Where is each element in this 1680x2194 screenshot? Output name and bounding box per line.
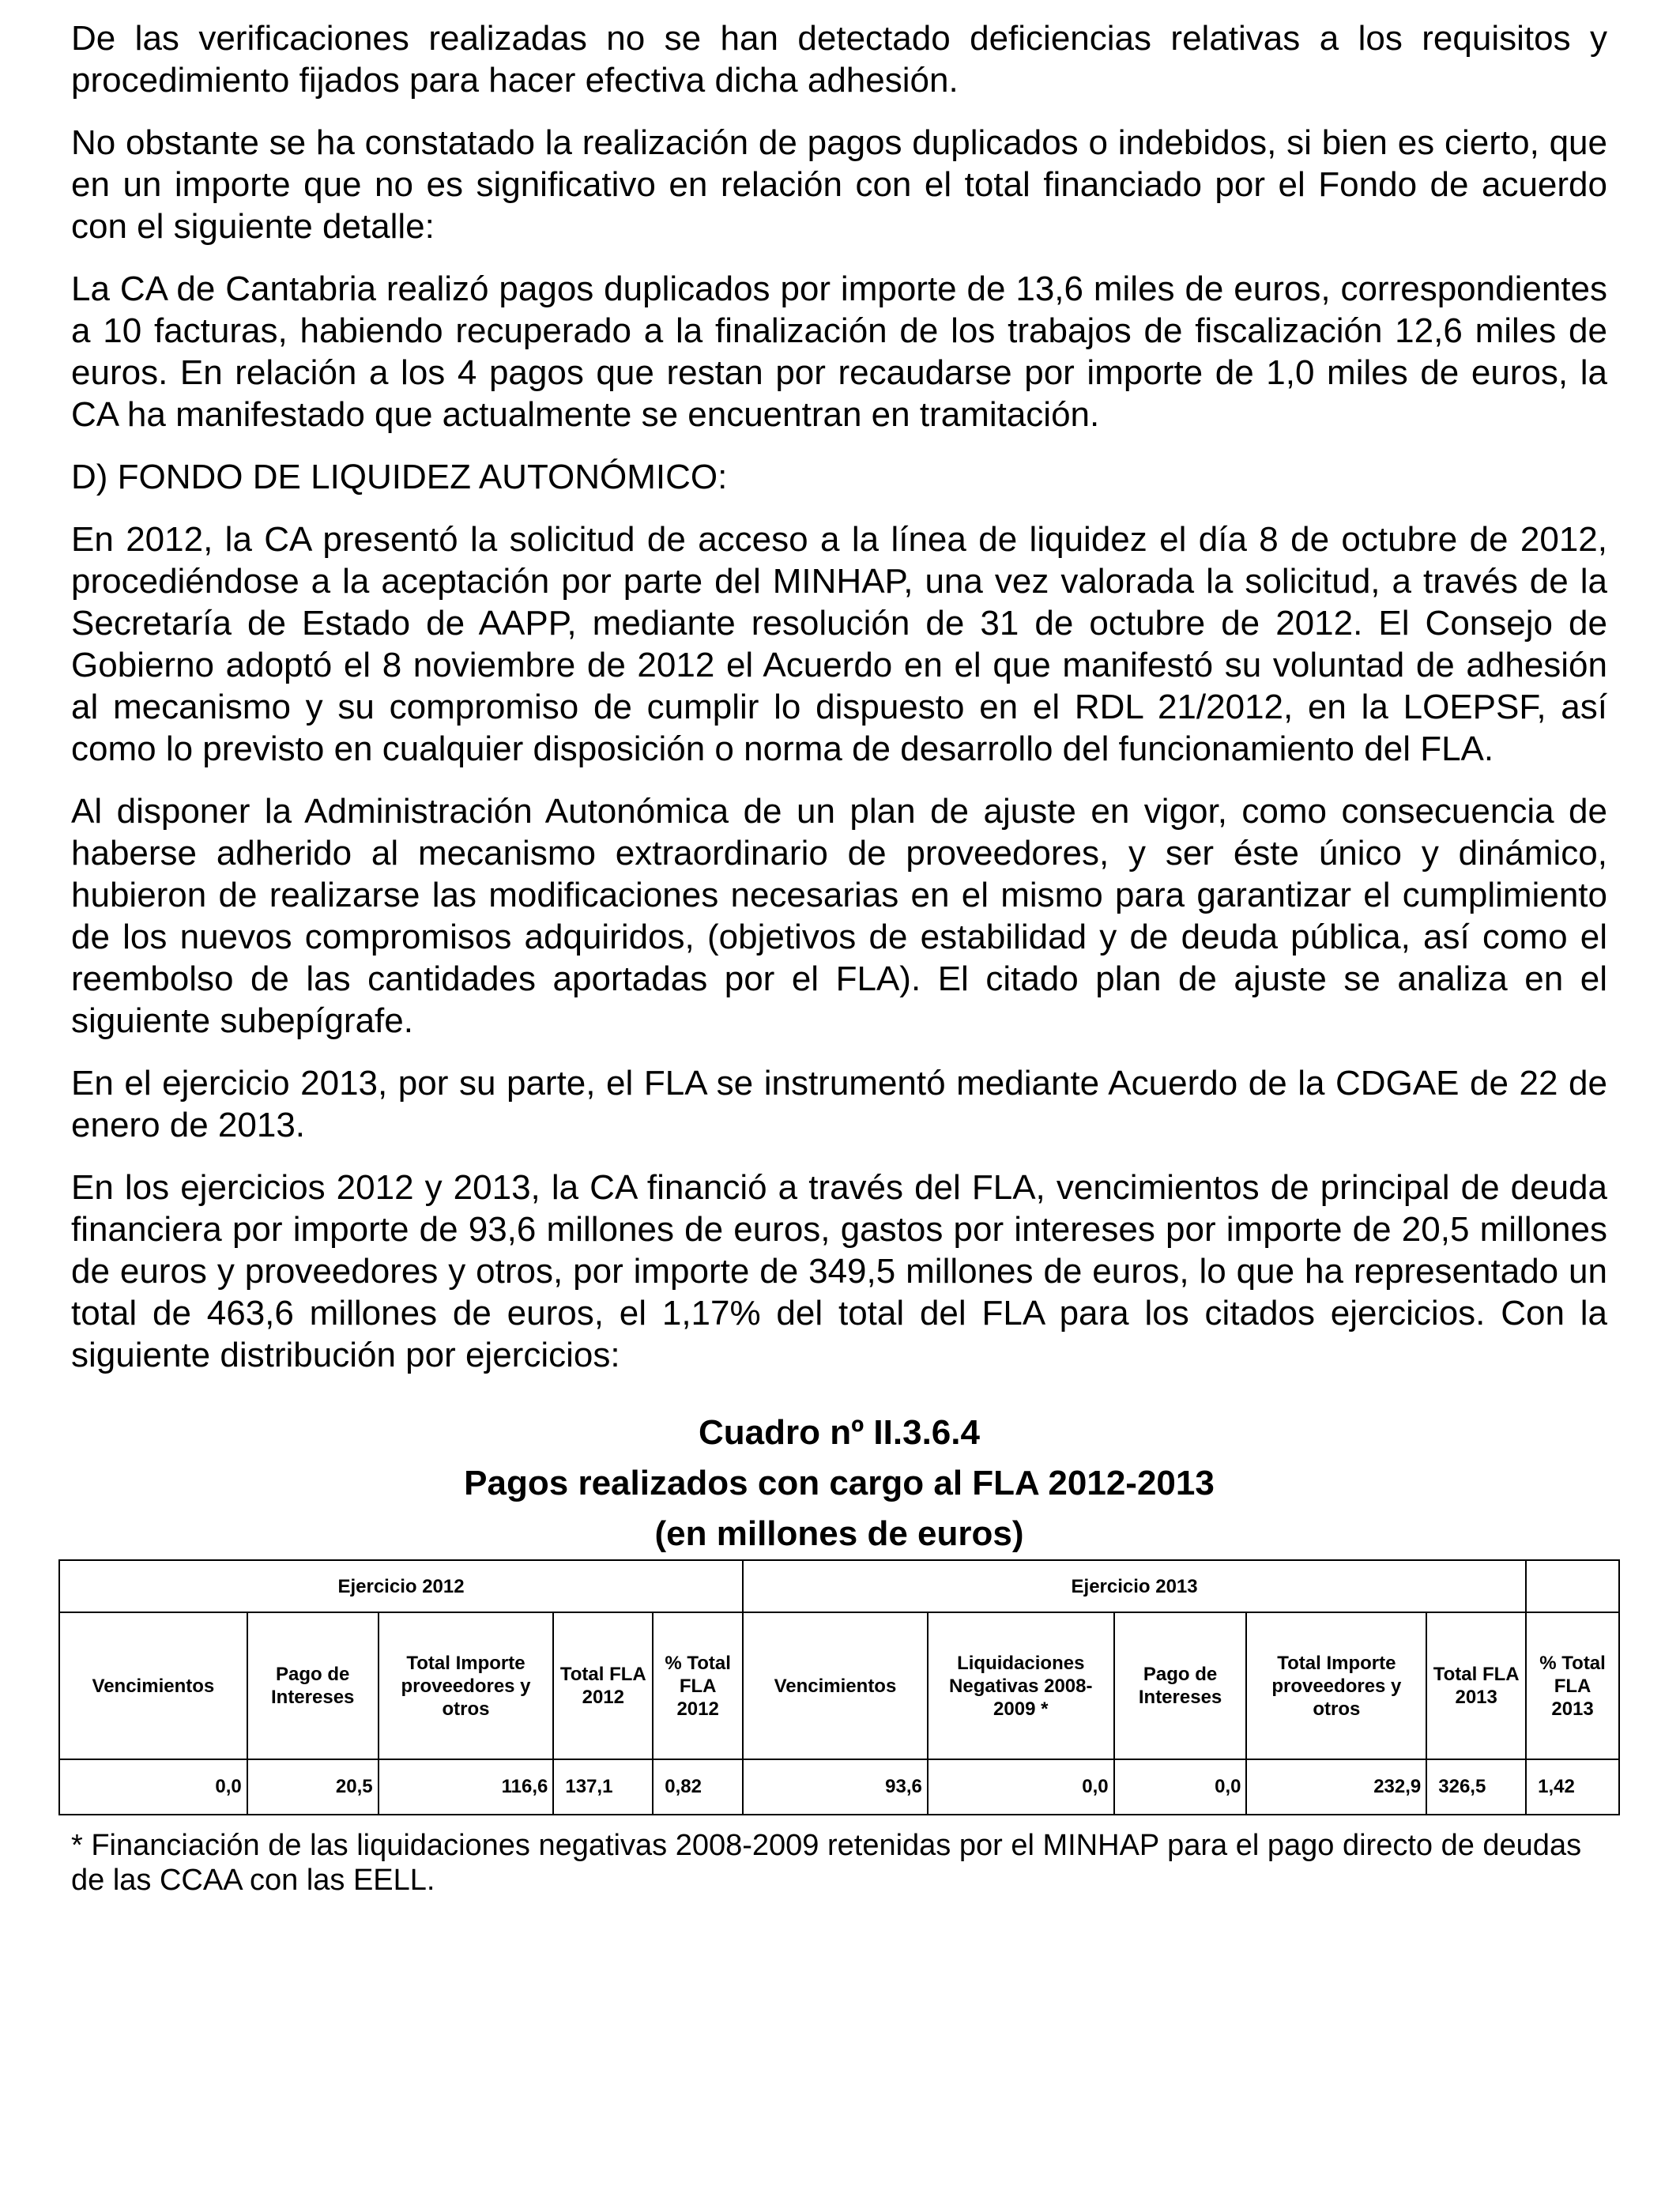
group-header-2012: Ejercicio 2012 xyxy=(59,1560,743,1612)
table-cell: 137,1 xyxy=(553,1759,653,1815)
table-title xyxy=(71,1408,1607,1559)
table-cell: 0,0 xyxy=(1114,1759,1247,1815)
column-header: Vencimientos xyxy=(59,1612,247,1759)
table-group-header-row xyxy=(59,1560,1619,1612)
paragraph: En 2012, la CA presentó la solicitud de acceso a la línea de liquidez el día 8 de octubre de 2012, procediéndose a la aceptación por parte del MINHAP, una vez valorada la solicitud, a través de la Secretaría de Estado de AAPP, mediante resolución de 31 de octubre de 2012. El Consejo de Gobierno adoptó el 8 noviembre de 2012 el Acuerdo en el que manifestó su voluntad de adhesión al mecanismo y su compromiso de cumplir lo dispuesto en el RDL 21/2012, en la LOEPSF, así como lo previsto en cualquier disposición o norma de desarrollo del funcionamiento del FLA. xyxy=(71,520,1607,768)
table-column-header-row xyxy=(59,1612,1619,1759)
section-heading: D) FONDO DE LIQUIDEZ AUTONÓMICO: xyxy=(71,458,728,496)
paragraph: Al disponer la Administración Autonómica de un plan de ajuste en vigor, como consecuencia de haberse adherido al mecanismo extraordinario de proveedores, y ser éste único y dinámico, hubieron de realizarse las modificaciones necesarias en el mismo para garantizar el cumplimiento de los nuevos compromisos adquiridos, (objetivos de estabilidad y de deuda pública, así como el reembolso de las cantidades aportadas por el FLA). El citado plan de ajuste se analiza en el siguiente subepígrafe. xyxy=(71,792,1607,1040)
table-cell: 326,5 xyxy=(1426,1759,1526,1815)
group-header-empty xyxy=(1526,1560,1619,1612)
paragraph: La CA de Cantabria realizó pagos duplicados por importe de 13,6 miles de euros, correspondientes a 10 facturas, habiendo recuperado a la finalización de los trabajos de fiscalización 12,6 miles de euros. En relación a los 4 pagos que restan por recaudarse por importe de 1,0 miles de euros, la CA ha manifestado que actualmente se encuentran en tramitación. xyxy=(71,270,1607,434)
table-cell: 116,6 xyxy=(379,1759,554,1815)
paragraph: En el ejercicio 2013, por su parte, el FLA se instrumentó mediante Acuerdo de la CDGAE de 22 de enero de 2013. xyxy=(71,1064,1607,1144)
table-cell: 20,5 xyxy=(247,1759,379,1815)
document-page xyxy=(71,17,1607,1928)
paragraph: De las verificaciones realizadas no se han detectado deficiencias relativas a los requisitos y procedimiento fijados para hacer efectiva dicha adhesión. xyxy=(71,19,1607,100)
column-header: Liquidaciones Negativas 2008-2009 * xyxy=(928,1612,1114,1759)
table-number: Cuadro nº II.3.6.4 xyxy=(699,1413,980,1452)
fla-payments-table xyxy=(58,1559,1620,1815)
paragraph: No obstante se ha constatado la realización de pagos duplicados o indebidos, si bien es cierto, que en un importe que no es significativo en relación con el total financiado por el Fondo de acuerdo con el siguiente detalle: xyxy=(71,123,1607,246)
group-header-2013: Ejercicio 2013 xyxy=(743,1560,1526,1612)
table-cell: 0,0 xyxy=(59,1759,247,1815)
column-header: Total Importe proveedores y otros xyxy=(1246,1612,1426,1759)
table-cell: 93,6 xyxy=(743,1759,928,1815)
table-cell: 232,9 xyxy=(1246,1759,1426,1815)
table-cell: 1,42 xyxy=(1526,1759,1619,1815)
table-row xyxy=(59,1759,1619,1815)
table-cell: 0,82 xyxy=(653,1759,743,1815)
column-header: % Total FLA 2013 xyxy=(1526,1612,1619,1759)
column-header: % Total FLA 2012 xyxy=(653,1612,743,1759)
column-header: Total Importe proveedores y otros xyxy=(379,1612,554,1759)
table-units: (en millones de euros) xyxy=(654,1514,1024,1553)
column-header: Total FLA 2012 xyxy=(553,1612,653,1759)
column-header: Vencimientos xyxy=(743,1612,928,1759)
paragraph: En los ejercicios 2012 y 2013, la CA financió a través del FLA, vencimientos de principal de deuda financiera por importe de 93,6 millones de euros, gastos por intereses por importe de 20,5 millones de euros y proveedores y otros, por importe de 349,5 millones de euros, lo que ha representado un total de 463,6 millones de euros, el 1,17% del total del FLA para los citados ejercicios. Con la siguiente distribución por ejercicios: xyxy=(71,1168,1607,1374)
column-header: Pago de Intereses xyxy=(247,1612,379,1759)
table-cell: 0,0 xyxy=(928,1759,1114,1815)
column-header: Pago de Intereses xyxy=(1114,1612,1247,1759)
column-header: Total FLA 2013 xyxy=(1426,1612,1526,1759)
table-caption: Pagos realizados con cargo al FLA 2012-2013 xyxy=(464,1464,1215,1502)
table-footnote: * Financiación de las liquidaciones negativas 2008-2009 retenidas por el MINHAP para el pago directo de deudas de las CCAA con las EELL. xyxy=(71,1829,1582,1897)
